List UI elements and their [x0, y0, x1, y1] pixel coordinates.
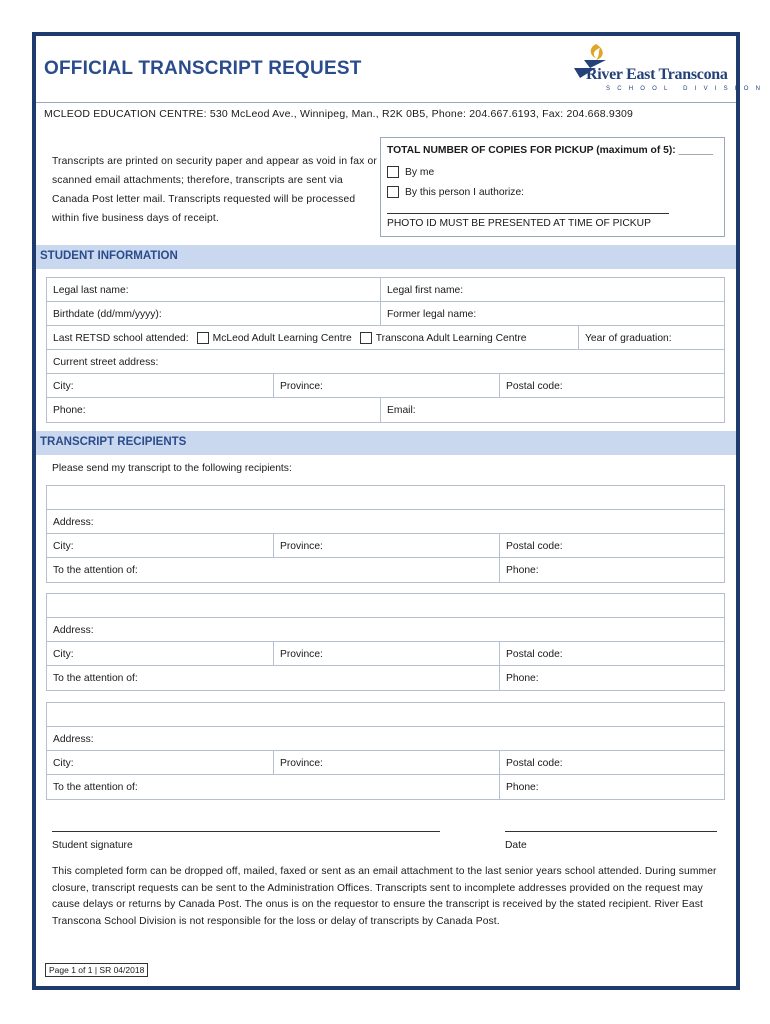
date-line[interactable] [505, 831, 717, 832]
recipients-note: Please send my transcript to the following recipients: [52, 463, 292, 474]
address-field[interactable]: Address: [53, 516, 94, 528]
mcleod-label: McLeod Adult Learning Centre [212, 332, 352, 344]
centre-address: MCLEOD EDUCATION CENTRE: 530 McLeod Ave., Winnipeg, Man., R2K 0B5, Phone: 204.667.6193, Fax: 204.668.9309 [44, 108, 634, 120]
phone-field[interactable]: Phone: [499, 558, 539, 582]
student-info-table [46, 277, 725, 423]
province-field[interactable]: Province: [273, 534, 499, 558]
page-footer: Page 1 of 1 | SR 04/2018 [45, 963, 148, 977]
city-field[interactable]: City: [53, 380, 74, 392]
address-field[interactable]: Address: [53, 733, 94, 745]
legal-last-name-field[interactable]: Legal last name: [53, 284, 129, 296]
phone-field[interactable]: Phone: [499, 775, 539, 799]
province-field[interactable]: Province: [273, 642, 499, 666]
address-field[interactable]: Address: [53, 624, 94, 636]
former-legal-name-field[interactable]: Former legal name: [380, 302, 476, 326]
last-school-label: Last RETSD school attended: McLeod Adult Learning Centre Transcona Adult Learning Centre [53, 332, 527, 344]
table-row [47, 302, 724, 326]
by-me-checkbox[interactable] [387, 166, 399, 178]
phone-field[interactable]: Phone: [499, 666, 539, 690]
by-person-checkbox[interactable] [387, 186, 399, 198]
student-signature-line[interactable] [52, 831, 440, 832]
table-row [47, 775, 724, 799]
recipient-name-field[interactable] [47, 703, 724, 727]
form-title: OFFICIAL TRANSCRIPT REQUEST [44, 58, 362, 79]
recipient-3-table [46, 702, 725, 800]
header-divider [36, 102, 736, 103]
logo-name: River East Transcona [586, 66, 728, 83]
phone-field[interactable]: Phone: [53, 404, 86, 416]
graduation-year-field[interactable]: Year of graduation: [578, 326, 672, 350]
attention-field[interactable]: To the attention of: [53, 672, 138, 684]
table-row [47, 398, 724, 422]
table-row [47, 326, 724, 350]
attention-field[interactable]: To the attention of: [53, 564, 138, 576]
birthdate-field[interactable]: Birthdate (dd/mm/yyyy): [53, 308, 162, 320]
street-address-field[interactable]: Current street address: [53, 356, 159, 368]
recipients-section-title: TRANSCRIPT RECIPIENTS [40, 436, 187, 448]
table-row [47, 350, 724, 374]
recipient-2-table [46, 593, 725, 691]
attention-field[interactable]: To the attention of: [53, 781, 138, 793]
pickup-by-person[interactable] [387, 186, 524, 198]
student-section-title: STUDENT INFORMATION [40, 250, 178, 262]
recipient-1-table [46, 485, 725, 583]
logo-subtitle: SCHOOL DIVISION [606, 86, 768, 92]
table-row [47, 666, 724, 690]
table-row [47, 374, 724, 398]
by-me-label: By me [405, 166, 435, 178]
legal-first-name-field[interactable]: Legal first name: [380, 278, 463, 302]
table-row [47, 558, 724, 582]
intro-text: Transcripts are printed on security paper and appear as void in fax or scanned email attachments; therefore, transcripts are sent via Canada Post letter mail. Transcripts requested will be processed within five business days of receipt. [52, 156, 377, 224]
table-row [47, 278, 724, 302]
city-field[interactable]: City: [53, 757, 74, 769]
table-row [47, 751, 724, 775]
authorized-person-field[interactable] [387, 213, 669, 214]
postal-code-field[interactable]: Postal code: [499, 642, 563, 666]
table-row [47, 534, 724, 558]
table-row [47, 510, 724, 534]
mcleod-checkbox[interactable] [197, 332, 209, 344]
recipient-name-field[interactable] [47, 486, 724, 510]
city-field[interactable]: City: [53, 540, 74, 552]
student-signature-label: Student signature [52, 840, 133, 851]
transcona-label: Transcona Adult Learning Centre [375, 332, 527, 344]
city-field[interactable]: City: [53, 648, 74, 660]
by-person-label: By this person I authorize: [405, 186, 525, 198]
photo-id-note: PHOTO ID MUST BE PRESENTED AT TIME OF PICKUP [387, 218, 651, 229]
student-section-header [36, 245, 736, 269]
postal-code-field[interactable]: Postal code: [499, 374, 563, 398]
pickup-title: TOTAL NUMBER OF COPIES FOR PICKUP (maximum of 5): ______ [387, 145, 713, 156]
table-row [47, 642, 724, 666]
pickup-box [380, 137, 725, 237]
date-label: Date [505, 840, 527, 851]
province-field[interactable]: Province: [273, 374, 499, 398]
table-row [47, 618, 724, 642]
postal-code-field[interactable]: Postal code: [499, 751, 563, 775]
recipients-section-header [36, 431, 736, 455]
table-row [47, 727, 724, 751]
postal-code-field[interactable]: Postal code: [499, 534, 563, 558]
province-field[interactable]: Province: [273, 751, 499, 775]
closing-text: This completed form can be dropped off, mailed, faxed or sent as an email attachment to the last senior years school attended. During summer closure, transcript requests can be sent to the Administration Offices. Transcripts sent to incomplete addresses provided on the request may cause delays or returns by Canada Post. The onus is on the requestor to ensure the transcript is received by the stated recipient. River East Transcona School Division is not responsible for the loss or delay of transcripts by Canada Post. [52, 866, 717, 927]
recipient-name-field[interactable] [47, 594, 724, 618]
pickup-by-me[interactable] [387, 166, 434, 178]
email-field[interactable]: Email: [380, 398, 416, 422]
transcona-checkbox[interactable] [360, 332, 372, 344]
